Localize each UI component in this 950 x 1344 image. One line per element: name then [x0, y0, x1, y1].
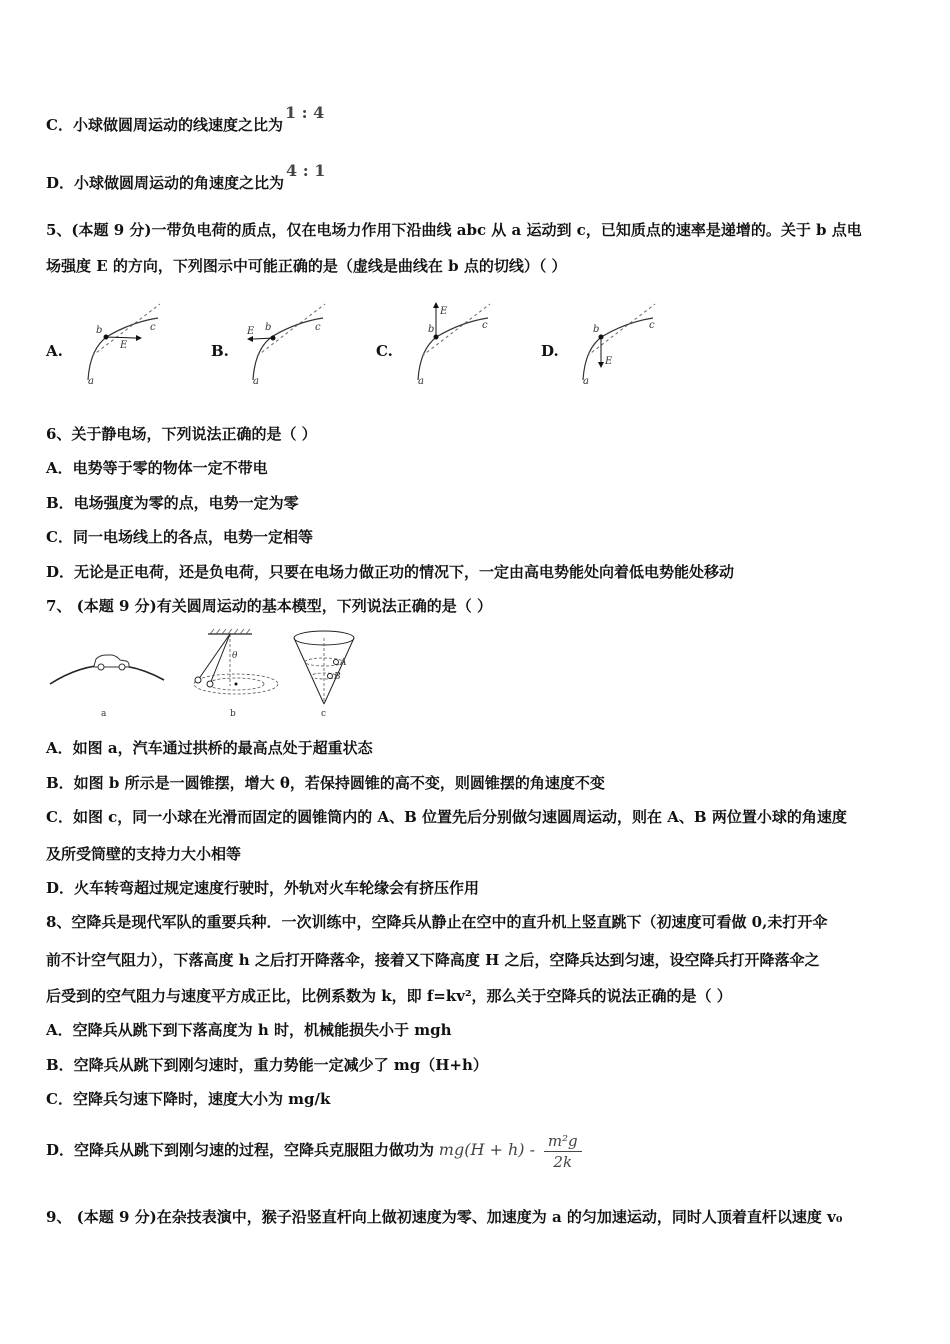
q7-figure-c: [294, 631, 354, 719]
q7-caption-c: c: [321, 709, 327, 719]
fig-c-label-a: a: [418, 376, 424, 387]
q5-option-d-label: D.: [541, 342, 559, 360]
q5-stem-line1: 5、(本题 9 分)一带负电荷的质点，仅在电场力作用下沿曲线 abc 从 a 运动到 c，已知质点的速率是递增的。关于 b 点电: [46, 221, 862, 239]
q8-option-d-denominator: 2k: [553, 1152, 573, 1171]
q4-option-d-math: 4 : 1: [286, 161, 326, 180]
q7-option-b: B．如图 b 所示是一圆锥摆，增大 θ，若保持圆锥的高不变，则圆锥摆的角速度不变: [46, 774, 605, 792]
q8-option-a: A．空降兵从跳下到下落高度为 h 时，机械能损失小于 mgh: [46, 1021, 452, 1039]
q7-caption-a: a: [101, 709, 107, 719]
q5-option-d: [541, 298, 701, 388]
q5-option-b-label: B.: [211, 342, 229, 360]
q7-option-a: A．如图 a，汽车通过拱桥的最高点处于超重状态: [46, 739, 373, 757]
fig-a-label-e: E: [120, 340, 128, 351]
q7-figure-a: [50, 655, 164, 719]
q8-stem-line3: 后受到的空气阻力与速度平方成正比，比例系数为 k，即 f=kv²，那么关于空降兵的说法正确的是（ ）: [46, 987, 732, 1005]
q5-option-b: [211, 298, 371, 388]
q5-figure-b: [241, 298, 371, 388]
q6-stem: 6、关于静电场，下列说法正确的是（ ）: [46, 425, 317, 443]
q5-figure-row: [46, 298, 726, 388]
q5-figure-a: [76, 298, 206, 388]
q7-figures: [46, 628, 366, 723]
q4-option-c-math: 1 : 4: [284, 103, 325, 122]
q8-option-b: B．空降兵从跳下到刚匀速时，重力势能一定减少了 mg（H+h）: [46, 1056, 488, 1074]
q8-stem-line1: 8、空降兵是现代军队的重要兵种．一次训练中，空降兵从静止在空中的直升机上竖直跳下（初速度可看做 0,未打开伞: [46, 913, 828, 931]
fig-d-label-b: b: [593, 324, 600, 335]
q4-option-c: [46, 103, 910, 135]
fig-c-label-e: E: [440, 306, 448, 317]
fig-c-label-c: c: [482, 320, 488, 331]
q8-option-c: C．空降兵匀速下降时，速度大小为 mg/k: [46, 1090, 331, 1108]
q7-figure-b: [194, 629, 278, 719]
fig-c-label-b: b: [428, 324, 435, 335]
fig-d-label-a: a: [583, 376, 589, 387]
q5-option-a: [46, 298, 206, 388]
q7-stem: 7、 (本题 9 分)有关圆周运动的基本模型，下列说法正确的是（ ）: [46, 597, 492, 615]
q8-option-d-math: mg(H + h) -: [438, 1140, 536, 1159]
q8-option-d-fraction: [544, 1131, 582, 1172]
fig-b-label-c: c: [315, 322, 321, 333]
q8-option-d-text: D．空降兵从跳下到刚匀速的过程，空降兵克服阻力做功为: [46, 1141, 435, 1159]
q5-figure-c: [406, 298, 536, 388]
q5-figure-d: [571, 298, 701, 388]
q5-option-c: [376, 298, 536, 388]
fig-b-label-b: b: [265, 322, 272, 333]
q7-caption-b: b: [230, 709, 236, 719]
q8-stem-line2: 前不计空气阻力），下落高度 h 之后打开降落伞，接着又下降高度 H 之后，空降兵达到匀速，设空降兵打开降落伞之: [46, 951, 820, 969]
q8-option-d-numerator: m²g: [544, 1131, 582, 1152]
fig-d-label-c: c: [649, 320, 655, 331]
q7-label-theta: θ: [232, 651, 238, 661]
fig-a-label-b: b: [96, 325, 103, 336]
q4-option-c-text: C．小球做圆周运动的线速度之比为: [46, 116, 283, 134]
q7-option-c-line1: C．如图 c，同一小球在光滑而固定的圆锥筒内的 A、B 位置先后分别做匀速圆周运动，则在 A、B 两位置小球的角速度: [46, 808, 847, 826]
q6-option-c: C．同一电场线上的各点，电势一定相等: [46, 528, 313, 546]
q7-option-d: D．火车转弯超过规定速度行驶时，外轨对火车轮缘会有挤压作用: [46, 879, 480, 897]
q6-option-a: A．电势等于零的物体一定不带电: [46, 459, 268, 477]
fig-a-label-c: c: [150, 322, 156, 333]
fig-d-label-e: E: [605, 356, 613, 367]
fig-b-label-a: a: [253, 376, 259, 387]
q7-label-a: A: [340, 658, 347, 668]
fig-b-label-e: E: [247, 326, 255, 337]
fig-a-label-a: a: [88, 376, 94, 387]
q6-option-d: D．无论是正电荷，还是负电荷，只要在电场力做正功的情况下，一定由高电势能处向着低电势能处移动: [46, 563, 735, 581]
q7-label-b: B: [334, 672, 341, 682]
q9-stem-line1: 9、 (本题 9 分)在杂技表演中，猴子沿竖直杆向上做初速度为零、加速度为 a 的匀加速运动，同时人顶着直杆以速度 v₀: [46, 1208, 843, 1226]
q5-stem-line2: 场强度 E 的方向，下列图示中可能正确的是（虚线是曲线在 b 点的切线）（ ）: [46, 257, 567, 275]
q6-option-b: B．电场强度为零的点，电势一定为零: [46, 494, 299, 512]
q7-option-c-line2: 及所受筒壁的支持力大小相等: [46, 845, 242, 863]
q4-option-d-text: D．小球做圆周运动的角速度之比为: [46, 174, 285, 192]
q8-option-d: [46, 1126, 910, 1174]
q5-option-a-label: A.: [46, 342, 63, 360]
q5-option-c-label: C.: [376, 342, 393, 360]
q4-option-d: [46, 161, 910, 193]
